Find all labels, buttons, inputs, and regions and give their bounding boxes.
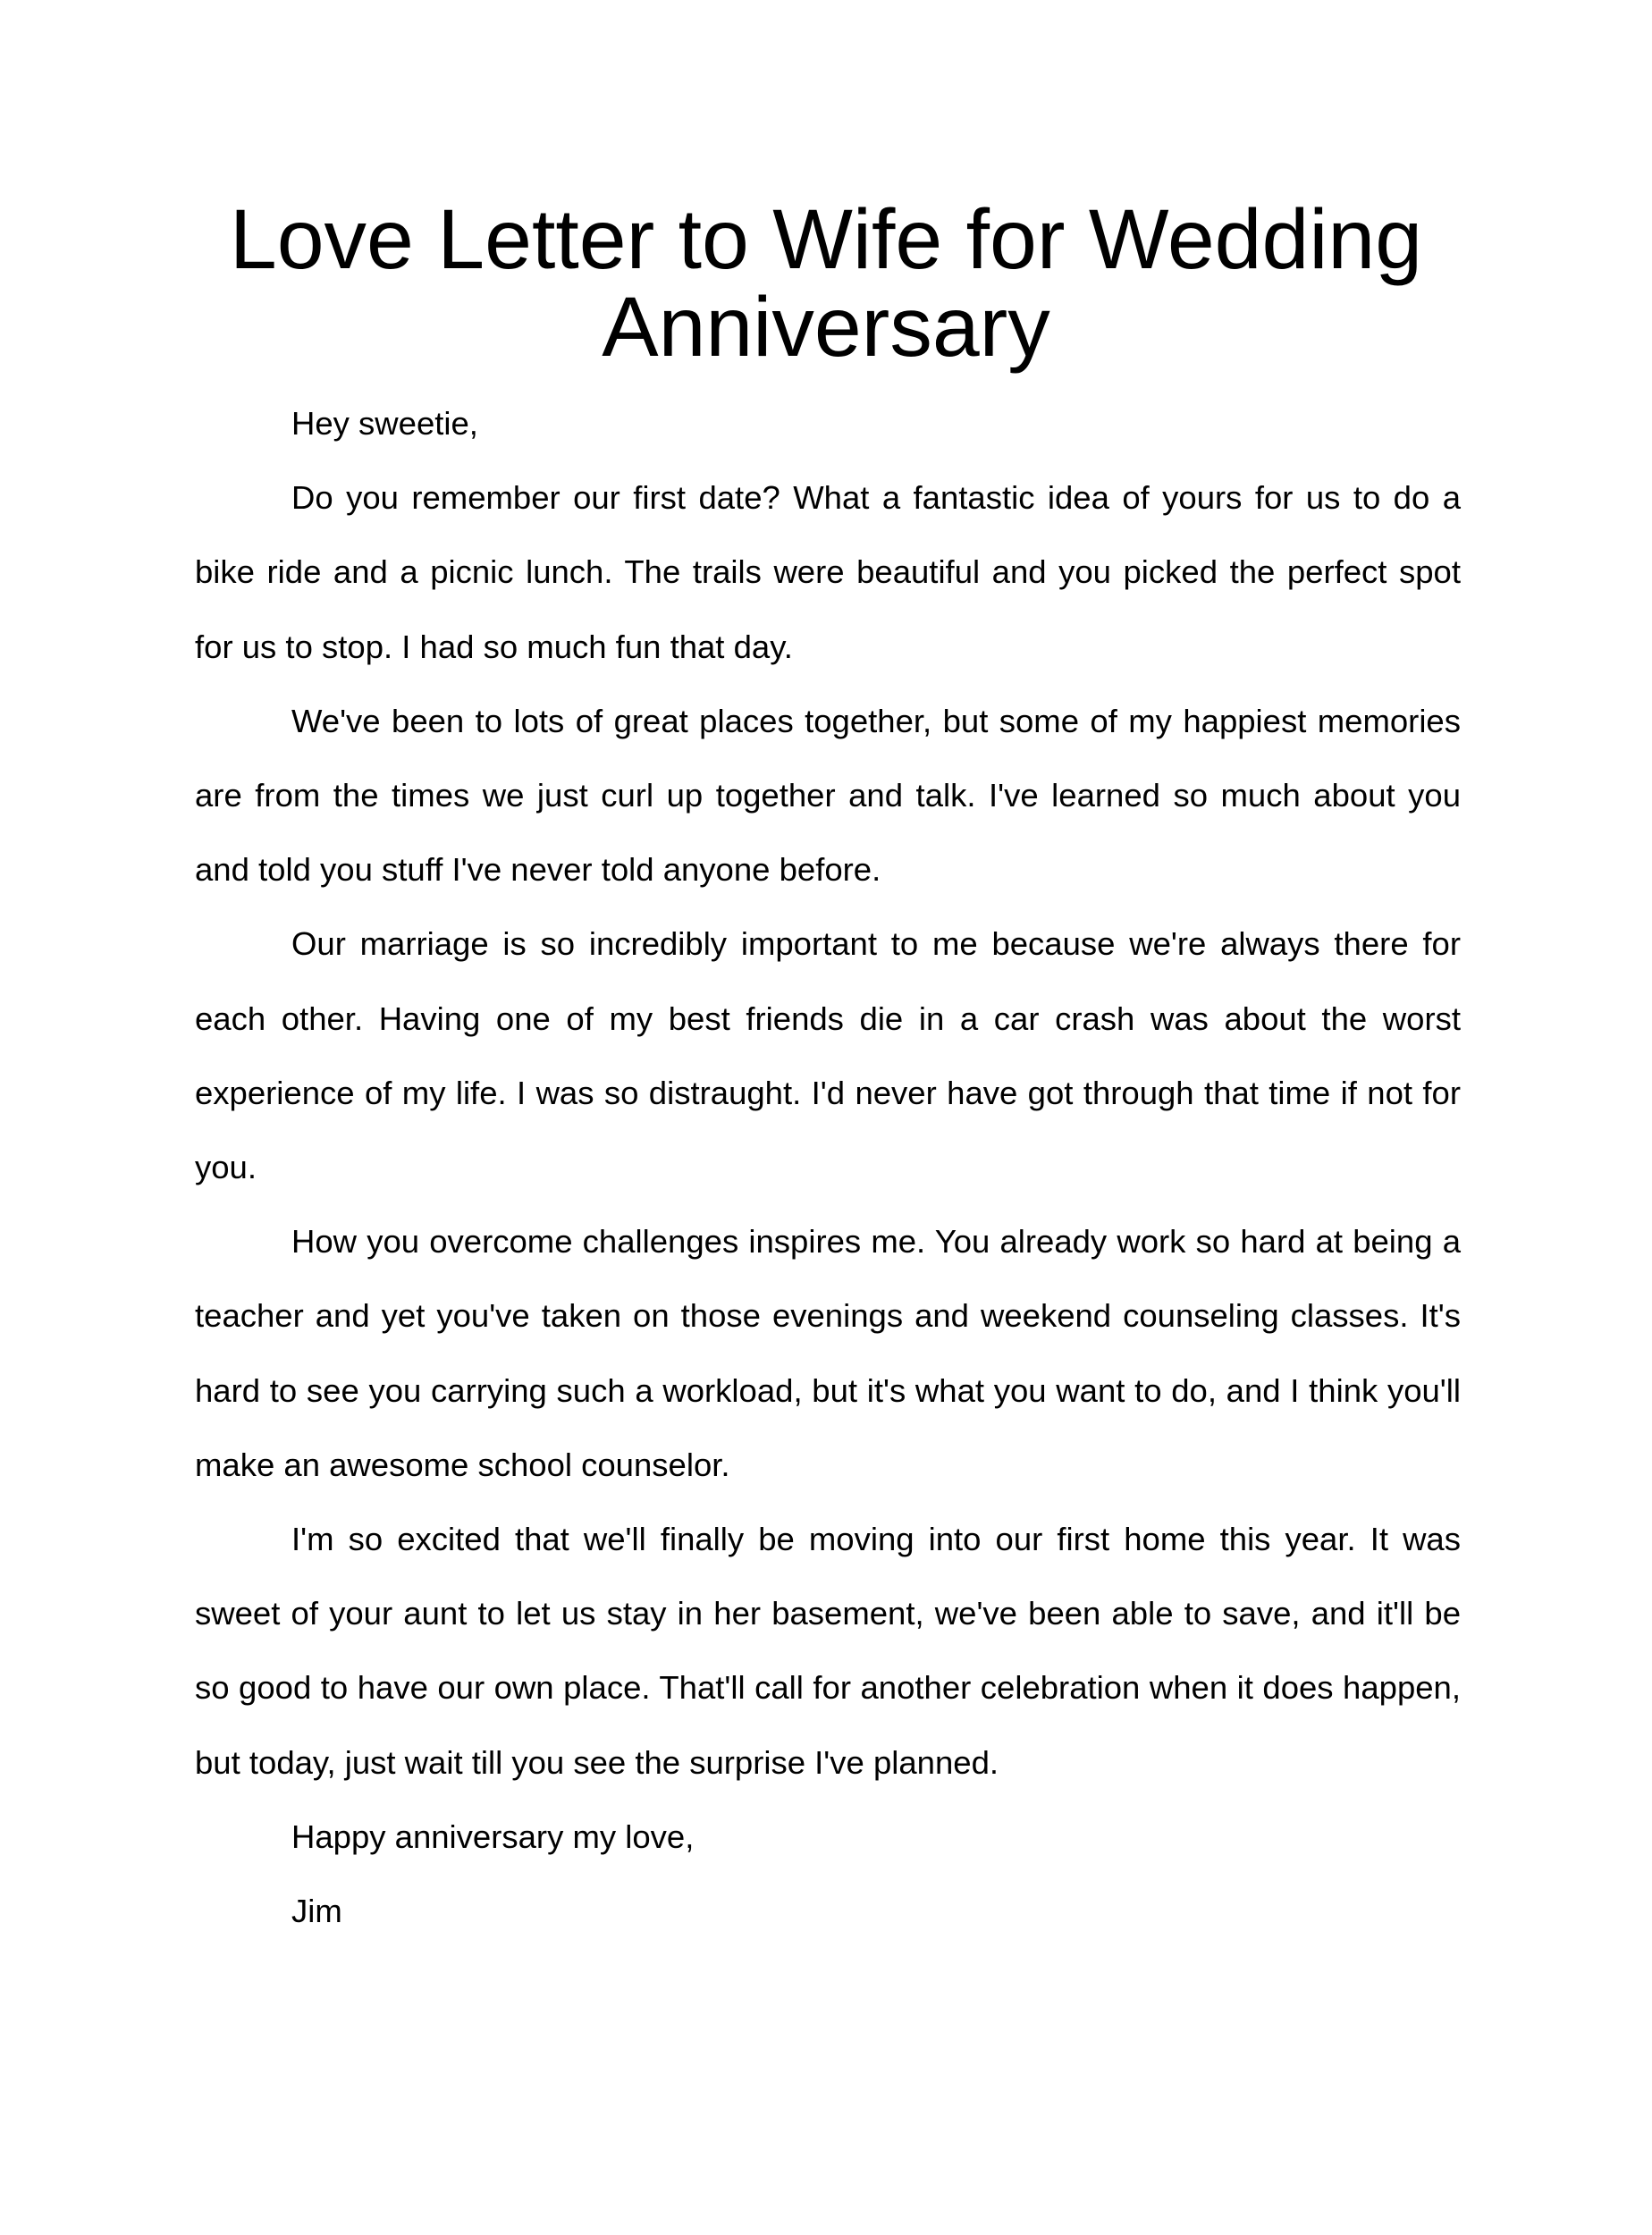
- paragraph-5: I'm so excited that we'll finally be moving into our first home this year. It was sweet of your aunt to let us stay in her basement, we've been able to save, and it'll be so good to have our own place. That'll call for another celebration when it does happen, but today, just wait till you see the surprise I've planned.: [195, 1521, 1461, 1781]
- greeting: Hey sweetie,: [291, 405, 478, 442]
- signature: Jim: [291, 1893, 342, 1930]
- letter-body: [195, 386, 1461, 1948]
- closing: Happy anniversary my love,: [291, 1818, 695, 1855]
- document-title-line-2: Anniversary: [602, 280, 1050, 375]
- paragraph-3: Our marriage is so incredibly important to me because we're always there for each other. Having one of my best friends die in a car crash was about the worst experience of my life. I was so distraught. I'd never have got through that time if not for you.: [195, 925, 1461, 1186]
- document-title-line-1: Love Letter to Wife for Wedding: [229, 192, 1423, 287]
- paragraph-2: We've been to lots of great places together, but some of my happiest memories are from the times we just curl up together and talk. I've learned so much about you and told you stuff I've never told anyone before.: [195, 702, 1461, 889]
- paragraph-4: How you overcome challenges inspires me. You already work so hard at being a teacher and yet you've taken on those evenings and weekend counseling classes. It's hard to see you carrying such a workload, but it's what you want to do, and I think you'll make an awesome school counselor.: [195, 1223, 1461, 1483]
- paragraph-1: Do you remember our first date? What a fantastic idea of yours for us to do a bike ride and a picnic lunch. The trails were beautiful and you picked the perfect spot for us to stop. I had so much fun that day.: [195, 479, 1461, 665]
